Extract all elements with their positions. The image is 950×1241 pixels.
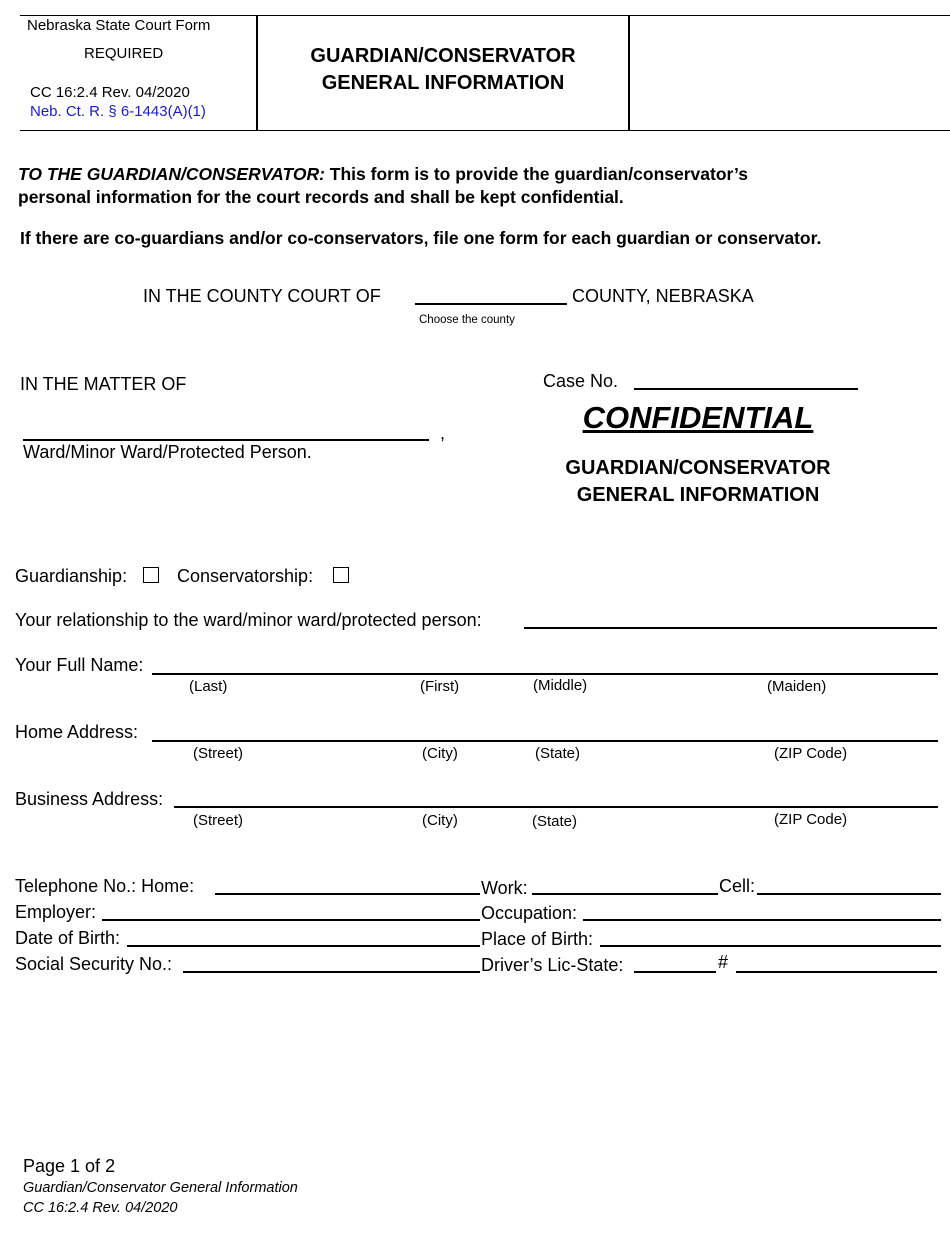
ssn-field[interactable] xyxy=(183,971,480,973)
home-sub-street: (Street) xyxy=(193,745,244,762)
case-no-label: Case No. xyxy=(543,371,619,391)
dob-field[interactable] xyxy=(127,945,480,947)
conservatorship-checkbox[interactable] xyxy=(333,567,349,583)
business-address-label: Business Address: xyxy=(15,789,164,809)
caption-title-line1: GUARDIAN/CONSERVATOR xyxy=(565,457,831,479)
court-rule-link[interactable]: Neb. Ct. R. § 6-1443(A)(1) xyxy=(30,103,206,120)
telephone-home-label: Telephone No.: Home: xyxy=(15,876,195,896)
county-hint: Choose the county xyxy=(419,314,515,326)
header-divider-2 xyxy=(628,15,630,131)
court-prefix: IN THE COUNTY COURT OF xyxy=(143,286,381,306)
instructions-line1 xyxy=(18,164,748,185)
occupation-field[interactable] xyxy=(583,919,941,921)
business-sub-city: (City) xyxy=(422,812,458,829)
dl-number-field[interactable] xyxy=(736,971,937,973)
ward-label: Ward/Minor Ward/Protected Person. xyxy=(23,442,312,462)
relationship-label: Your relationship to the ward/minor ward/protected person: xyxy=(15,610,482,630)
form-name: Nebraska State Court Form xyxy=(27,17,211,34)
footer-title: Guardian/Conservator General Information xyxy=(23,1180,298,1196)
conservatorship-label: Conservatorship: xyxy=(177,566,314,586)
employer-label: Employer: xyxy=(15,902,97,922)
footer-revision: CC 16:2.4 Rev. 04/2020 xyxy=(23,1200,178,1216)
instructions-line1-text: This form is to provide the guardian/conservator’s xyxy=(324,164,748,184)
name-sub-last: (Last) xyxy=(189,678,228,695)
employer-field[interactable] xyxy=(102,919,480,921)
court-suffix: COUNTY, NEBRASKA xyxy=(572,286,754,306)
home-sub-state: (State) xyxy=(535,745,581,762)
instructions-line2: personal information for the court records and shall be kept confidential. xyxy=(18,187,624,207)
matter-label: IN THE MATTER OF xyxy=(20,374,187,394)
business-sub-zip: (ZIP Code) xyxy=(774,811,848,828)
instructions-lead: TO THE GUARDIAN/CONSERVATOR: xyxy=(18,164,325,184)
header-title-line1: GUARDIAN/CONSERVATOR xyxy=(310,45,576,67)
page-number: Page 1 of 2 xyxy=(23,1156,116,1176)
cell-phone-field[interactable] xyxy=(757,893,941,895)
ward-name-field[interactable] xyxy=(23,439,429,441)
form-revision: CC 16:2.4 Rev. 04/2020 xyxy=(30,84,190,101)
ward-comma: , xyxy=(440,423,446,443)
telephone-home-field[interactable] xyxy=(215,893,480,895)
work-label: Work: xyxy=(481,878,528,898)
dl-number-label: # xyxy=(718,952,729,972)
home-address-label: Home Address: xyxy=(15,722,139,742)
header-title-line2: GENERAL INFORMATION xyxy=(321,72,565,94)
caption-title-line2: GENERAL INFORMATION xyxy=(576,484,820,506)
full-name-label: Your Full Name: xyxy=(15,655,144,675)
instructions-line3: If there are co-guardians and/or co-conservators, file one form for each guardian or conservator. xyxy=(20,228,822,248)
occupation-label: Occupation: xyxy=(481,903,578,923)
pob-label: Place of Birth: xyxy=(481,929,594,949)
name-sub-middle: (Middle) xyxy=(533,677,588,694)
confidential-heading: CONFIDENTIAL xyxy=(582,400,814,435)
dl-state-label: Driver’s Lic-State: xyxy=(481,955,624,975)
business-sub-state: (State) xyxy=(532,813,578,830)
dob-label: Date of Birth: xyxy=(15,928,121,948)
business-sub-street: (Street) xyxy=(193,812,244,829)
pob-field[interactable] xyxy=(600,945,941,947)
county-field[interactable] xyxy=(415,303,567,305)
cell-label: Cell: xyxy=(719,876,756,896)
work-phone-field[interactable] xyxy=(532,893,718,895)
home-sub-city: (City) xyxy=(422,745,458,762)
form-required: REQUIRED xyxy=(84,45,164,62)
business-address-field[interactable] xyxy=(174,806,938,808)
guardianship-checkbox[interactable] xyxy=(143,567,159,583)
ssn-label: Social Security No.: xyxy=(15,954,173,974)
home-sub-zip: (ZIP Code) xyxy=(774,745,848,762)
guardianship-label: Guardianship: xyxy=(15,566,128,586)
relationship-field[interactable] xyxy=(524,627,937,629)
name-sub-maiden: (Maiden) xyxy=(767,678,827,695)
name-sub-first: (First) xyxy=(420,678,460,695)
full-name-field[interactable] xyxy=(152,673,938,675)
case-no-field[interactable] xyxy=(634,388,858,390)
home-address-field[interactable] xyxy=(152,740,938,742)
dl-state-field[interactable] xyxy=(634,971,716,973)
